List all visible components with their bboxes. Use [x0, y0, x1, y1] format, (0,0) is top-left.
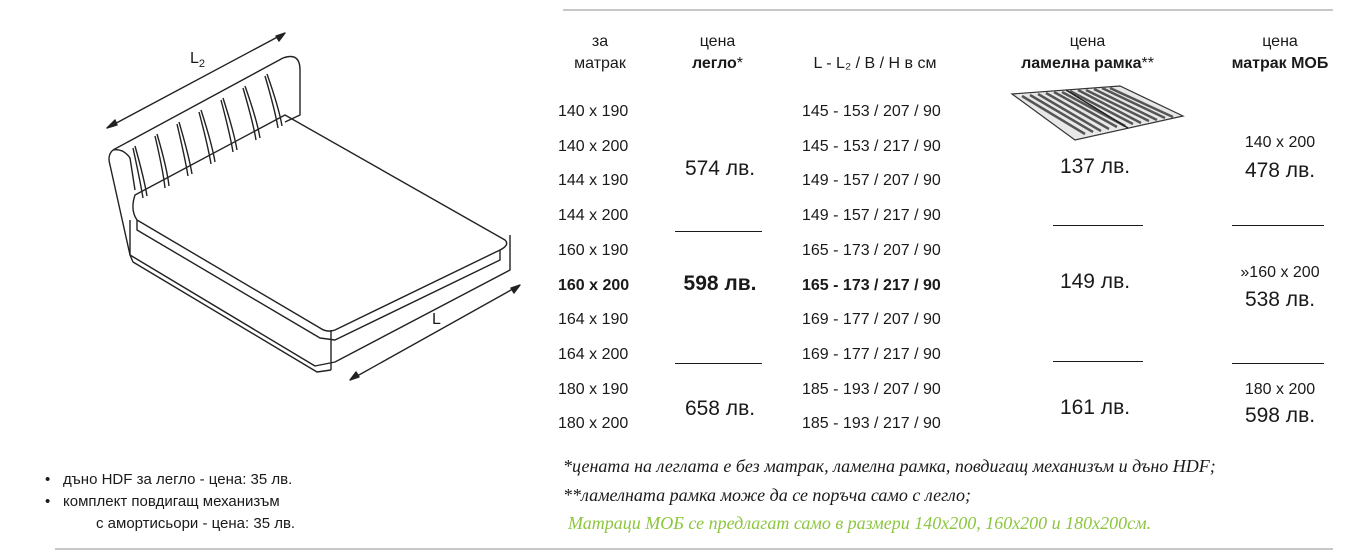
slat-price-separator — [1053, 361, 1143, 362]
row-dimensions: 165 - 173 / 207 / 90 — [802, 241, 941, 259]
mob-size-3: 180 x 200 — [1244, 381, 1316, 398]
bed-price-separator — [675, 231, 762, 232]
bed-price-group-1: 574 лв. — [684, 157, 756, 180]
mob-separator — [1232, 225, 1324, 226]
slat-frame-image — [1010, 84, 1185, 144]
note-mob-sizes: Матраци МОБ се предлагат само в размери 140x200, 160x200 и 180x200см. — [568, 513, 1152, 533]
row-dimensions: 149 - 157 / 217 / 90 — [802, 207, 941, 225]
slat-price-separator — [1053, 225, 1143, 226]
mob-price-3: 598 лв. — [1244, 404, 1316, 427]
row-dimensions: 145 - 153 / 217 / 90 — [802, 137, 941, 155]
row-mattress-size: 140 x 200 — [558, 137, 629, 155]
mob-separator — [1232, 363, 1324, 364]
row-mattress-size: 180 x 200 — [558, 415, 629, 433]
row-dimensions: 185 - 193 / 217 / 90 — [802, 415, 941, 433]
row-mattress-size: 160 x 200 — [558, 276, 630, 294]
mob-price-1: 478 лв. — [1244, 159, 1316, 182]
bed-price-group-3: 658 лв. — [684, 397, 756, 420]
note-slat-frame: **ламелната рамка може да се поръча само с легло; — [563, 485, 971, 505]
mob-size-1: 140 x 200 — [1244, 134, 1316, 151]
label-l2: $L_2$ — [190, 50, 206, 71]
row-mattress-size: 180 x 190 — [558, 380, 629, 398]
slat-price-group-2: 149 лв. — [1059, 270, 1131, 293]
header-mattress: за матрак — [574, 33, 626, 72]
row-dimensions: 149 - 157 / 207 / 90 — [802, 172, 941, 190]
header-bed-price: цена легло* — [691, 33, 744, 72]
row-mattress-size: 140 x 190 — [558, 103, 629, 120]
header-slat-price: цена ламелна рамка** — [1021, 33, 1154, 72]
row-mattress-size: 164 x 190 — [558, 311, 629, 329]
bed-price-separator — [675, 363, 762, 364]
bottom-rule — [55, 548, 1333, 550]
bed-drawing — [95, 30, 525, 390]
bullet-mechanism-cont: с амортисьори - цена: 35 лв. — [96, 515, 296, 532]
slat-price-group-3: 161 лв. — [1059, 396, 1131, 419]
row-mattress-size: 164 x 200 — [558, 345, 629, 363]
row-mattress-size: 144 x 200 — [558, 207, 629, 225]
mob-price-2: 538 лв. — [1244, 288, 1316, 311]
bed-price-group-2: 598 лв. — [683, 272, 757, 295]
bullet-mechanism: • комплект повдигащ механизъм — [45, 493, 280, 510]
row-mattress-size: 144 x 190 — [558, 172, 629, 190]
mob-size-2: »160 x 200 — [1240, 264, 1320, 281]
note-bed-price: *цената на леглата е без матрак, ламелна рамка, повдигащ механизъм и дъно HDF; — [563, 456, 1216, 476]
row-dimensions: 165 - 173 / 217 / 90 — [802, 276, 941, 294]
label-l: L — [432, 311, 441, 328]
bullet-hdf: • дъно HDF за легло - цена: 35 лв. — [45, 471, 293, 488]
row-dimensions: 185 - 193 / 207 / 90 — [802, 380, 941, 398]
row-dimensions: 169 - 177 / 217 / 90 — [802, 345, 941, 363]
header-dims: L - L₂ / B / H в см — [813, 55, 937, 72]
row-mattress-size: 160 x 190 — [558, 241, 629, 259]
row-dimensions: 169 - 177 / 207 / 90 — [802, 311, 941, 329]
top-rule — [563, 9, 1333, 11]
header-mob-price: цена матрак МОБ — [1231, 33, 1329, 72]
row-dimensions: 145 - 153 / 207 / 90 — [802, 103, 941, 120]
slat-price-group-1: 137 лв. — [1059, 155, 1131, 178]
